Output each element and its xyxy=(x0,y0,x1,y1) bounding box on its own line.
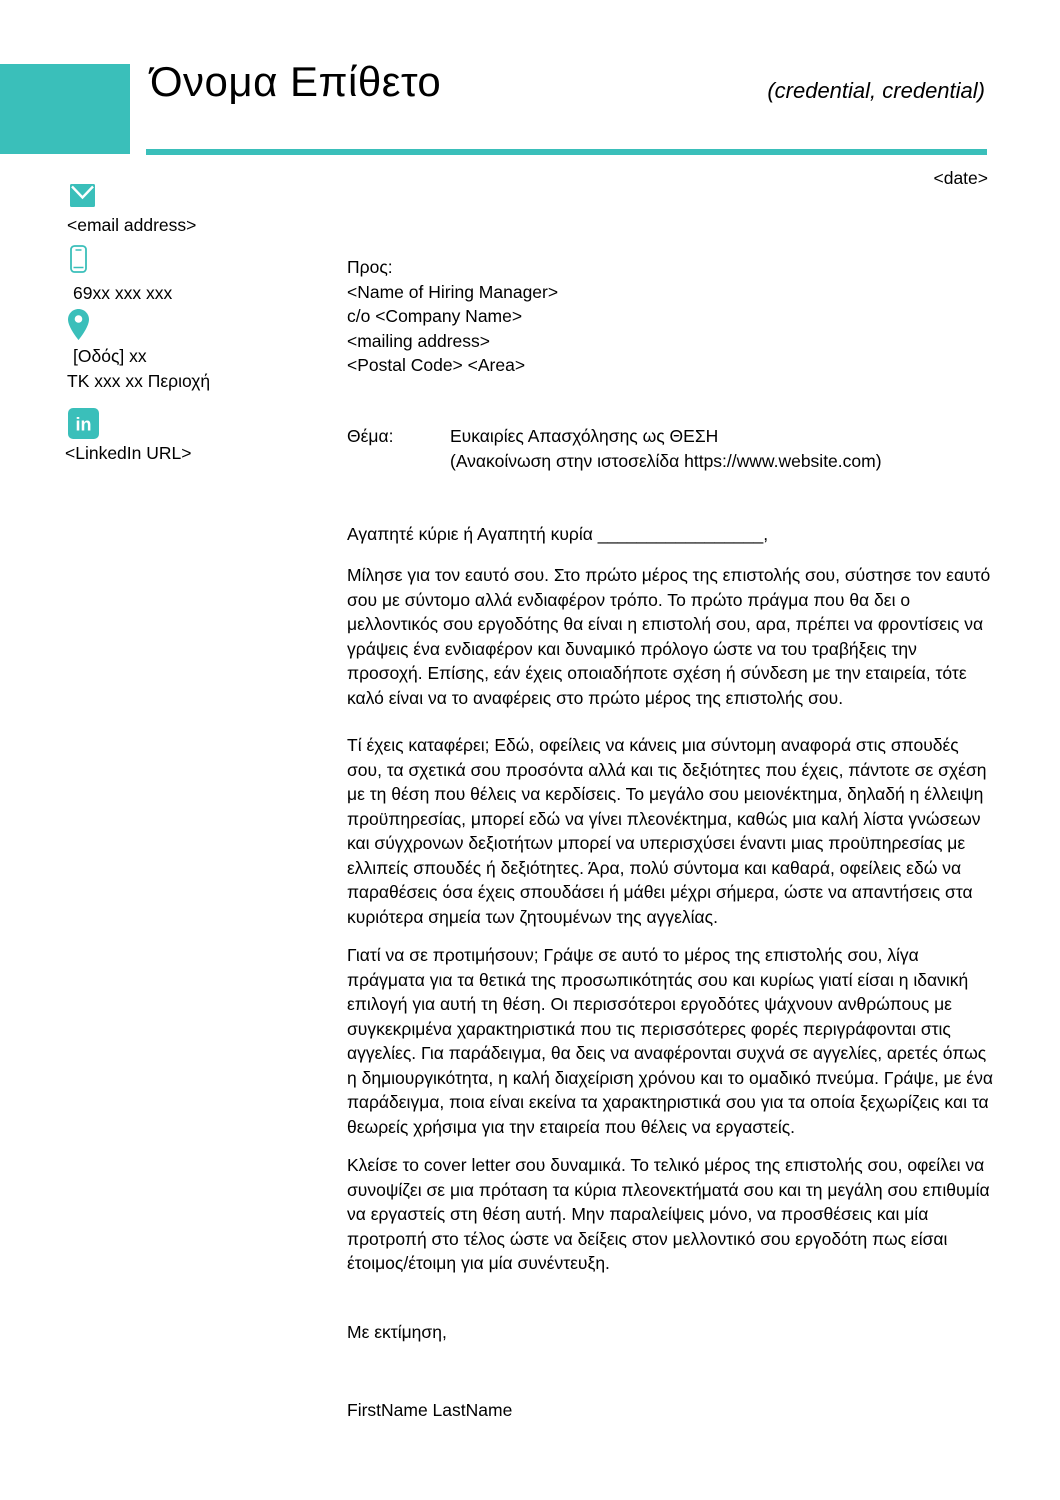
location-pin-icon xyxy=(68,309,89,340)
signature-name: FirstName LastName xyxy=(347,1400,513,1420)
postal-area-label: ΤΚ xxx xx Περιοχή xyxy=(67,371,211,391)
envelope-icon xyxy=(70,184,95,207)
phone-icon xyxy=(70,245,87,273)
body-paragraph-closing: Κλείσε το cover letter σου δυναμικά. Το τελικό μέρος της επιστολής σου, οφείλει να συνοψίζει σε μια πρόταση τα κύρια πλεονεκτήματά σου και τη μεγάλη σου επιθυμία να εργαστείς στη θέση αυτή. Μην παραλείψεις μόνο, να προσθέσεις και μία προτροπή στο τέλος ώστε να δείξεις στον μελλοντικό σου εργοδότη πως είσαι έτοιμος/έτοιμη για μία συνέντευξη. xyxy=(347,1155,990,1273)
recipient-block xyxy=(347,255,997,378)
phone-number-label: 69xx xxx xxx xyxy=(73,283,173,303)
recipient-line: <Postal Code> <Area> xyxy=(347,355,526,375)
subject-label: Θέμα: xyxy=(347,426,394,446)
linkedin-url-label: <LinkedIn URL> xyxy=(65,443,192,463)
body-paragraph-why-you: Γιατί να σε προτιμήσουν; Γράψε σε αυτό το μέρος της επιστολής σου, λίγα πράγματα για τα θετικά της προσωπικότητάς σου και κυρίως γιατί είσαι η ιδανική επιλογή για αυτή τη θέση. Οι περισσότεροι εργοδότες ψάχνουν ανθρώπους με συγκεκριμένα χαρακτηριστικά που τις περισσότερες φορές περιγράφονται στις αγγελίες. Για παράδειγμα, θα δεις να αναφέρονται συχνά σε αγγελίες, αρετές όπως η δημιουργικότητα, η καλή διαχείριση χρόνου και το ομαδικό πνεύμα. Γράψε, με ένα παράδειγμα, ποια είναι εκείνα τα χαρακτηριστικά σου για τα οποία ξεχωρίζεις και τα θεωρείς χρήσιμα για την εταιρεία που θέλεις να εργαστείς. xyxy=(347,945,993,1137)
street-address-label: [Οδός] xx xyxy=(73,346,147,366)
header-divider xyxy=(146,149,987,155)
subject-source-line: (Ανακοίνωση στην ιστοσελίδα https://www.website.com) xyxy=(450,450,882,471)
recipient-line: <mailing address> xyxy=(347,330,490,351)
closing-salutation: Με εκτίμηση, xyxy=(347,1322,447,1342)
body-paragraph-intro: Μίλησε για τον εαυτό σου. Στο πρώτο μέρος της επιστολής σου, σύστησε τον εαυτό σου με σύντομο αλλά ενδιαφέρον τρόπο. Το πρώτο πράγμα που θα δει ο μελλοντικός σου εργοδότης θα είναι η επιστολή σου, αρα, πρέπει να φροντίσεις να γράψεις ένα ενδιαφέρον και δυναμικό πρόλογο ώστε να του τραβήξεις την προσοχή. Επίσης, εάν έχεις οποιαδήποτε σχέση ή σύνδεση με την εταιρεία, τότε καλό είναι να το αναφέρεις στο πρώτο μέρος της επιστολής σου. xyxy=(347,565,991,708)
credentials-text: (credential, credential) xyxy=(767,78,985,103)
body-paragraph-achievements: Τί έχεις καταφέρει; Εδώ, οφείλεις να κάνεις μια σύντομη αναφορά στις σπουδές σου, τα σχετικά σου προσόντα αλλά και τις δεξιότητες που έχεις, πάντοτε σε σχέση με τη θέση που θέλεις να κερδίσεις. Το μεγάλο σου μειονέκτημα, δηλαδή η έλλειψη προϋπηρεσίας, μπορεί εδώ να γίνει πλεονέκτημα, καθώς μια καλή λίστα γνώσεων και σύγχρονων δεξιοτήτων μπορεί να υπερισχύσει έναντι μιας προϋπηρεσίας με ελλιπείς σπουδές ή δεξιότητες. Άρα, πολύ σύντομα και καθαρά, οφείλεις εδώ να παραθέσεις όσα έχεις σπουδάσει ή μάθει μέχρι σήμερα, ώστε να απαντήσεις στα κυριότερα σημεία των ζητουμένων της αγγελίας. xyxy=(347,735,987,927)
recipient-line: <Name of Hiring Manager> xyxy=(347,281,559,302)
subject-block xyxy=(347,424,997,473)
header-accent-block xyxy=(0,64,130,154)
svg-text:in: in xyxy=(75,414,92,435)
subject-text xyxy=(450,424,882,473)
recipient-to-label: Προς: xyxy=(347,257,393,277)
email-address-label: <email address> xyxy=(67,215,197,235)
page-title: Όνομα Επίθετο xyxy=(150,58,442,105)
subject-position-line: Ευκαιρίες Απασχόλησης ως ΘΕΣΗ xyxy=(450,426,719,446)
linkedin-icon xyxy=(68,408,99,439)
salutation: Αγαπητέ κύριε ή Αγαπητή κυρία _________________, xyxy=(347,524,769,544)
date-placeholder: <date> xyxy=(933,168,988,188)
recipient-line: c/o <Company Name> xyxy=(347,306,523,326)
